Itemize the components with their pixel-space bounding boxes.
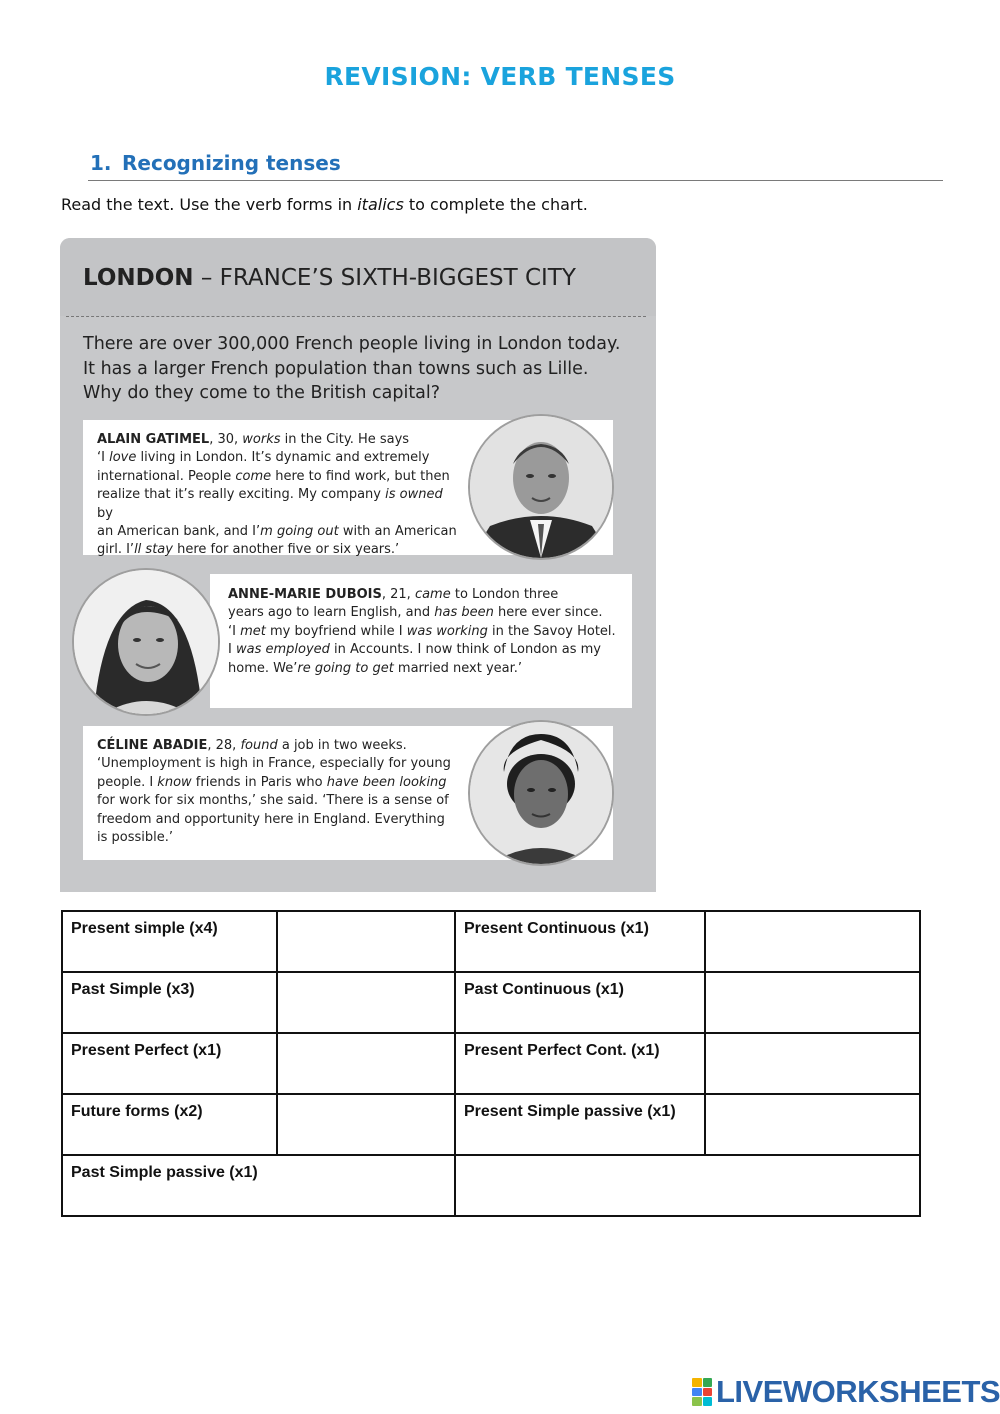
instructions: Read the text. Use the verb forms in italics to complete the chart. [61, 195, 588, 214]
section-number: 1. [90, 151, 112, 175]
article-title: LONDON – FRANCE’S SIXTH-BIGGEST CITY [83, 265, 576, 291]
answer-cell[interactable] [705, 911, 920, 972]
tense-label: Present Perfect (x1) [62, 1033, 277, 1094]
woman-portrait-image [74, 570, 218, 714]
answer-cell[interactable] [455, 1155, 920, 1216]
portrait-alain [470, 416, 612, 558]
answer-cell[interactable] [277, 972, 455, 1033]
answer-cell[interactable] [277, 1033, 455, 1094]
section-heading [90, 151, 341, 175]
portrait-anne-marie [74, 570, 218, 714]
answer-cell[interactable] [705, 972, 920, 1033]
table-row [62, 1094, 920, 1155]
tense-label: Present Simple passive (x1) [455, 1094, 705, 1155]
liveworksheets-logo[interactable] [692, 1374, 1000, 1410]
profile-text-anne-marie: ANNE-MARIE DUBOIS, 21, came to London three years ago to learn English, and has been here ever since. ‘I met my boyfriend while I was working in the Savoy Hotel. I was employed in Accounts. I now think of London as my home. We’re going to get married next year.’ [228, 587, 616, 676]
woman-portrait-image [470, 722, 612, 864]
profile-text-alain: ALAIN GATIMEL, 30, works in the City. He says ‘I love living in London. It’s dynamic and extremely international. People come here to find work, but then realize that it’s really exciting. My company is owned by an American bank, and I’m going out with an American girl. I’ll stay here for another five or six years.’ [97, 432, 457, 558]
man-portrait-image [470, 416, 612, 558]
answer-cell[interactable] [705, 1094, 920, 1155]
tense-label: Present Perfect Cont. (x1) [455, 1033, 705, 1094]
section-divider [88, 180, 943, 181]
tense-label: Past Continuous (x1) [455, 972, 705, 1033]
answer-cell[interactable] [277, 1094, 455, 1155]
tense-label: Future forms (x2) [62, 1094, 277, 1155]
dashed-divider [66, 316, 646, 317]
brand-name: LIVEWORKSHEETS [716, 1374, 1000, 1409]
answer-cell[interactable] [705, 1033, 920, 1094]
portrait-celine [470, 722, 612, 864]
section-title: Recognizing tenses [122, 151, 341, 175]
table-row [62, 911, 920, 972]
table-row [62, 1155, 920, 1216]
tense-label: Past Simple passive (x1) [62, 1155, 455, 1216]
page-title: REVISION: VERB TENSES [324, 62, 676, 91]
tense-label: Present Continuous (x1) [455, 911, 705, 972]
tense-label: Present simple (x4) [62, 911, 277, 972]
article-intro: There are over 300,000 French people living in London today. It has a larger French population than towns such as Lille. Why do they come to the British capital? [83, 334, 621, 403]
answer-cell[interactable] [277, 911, 455, 972]
liveworksheets-icon [692, 1378, 712, 1406]
tense-chart [61, 910, 921, 1217]
table-row [62, 1033, 920, 1094]
table-row [62, 972, 920, 1033]
profile-text-celine: CÉLINE ABADIE, 28, found a job in two weeks. ‘Unemployment is high in France, especially for young people. I know friends in Paris who have been looking for work for six months,’ she said. ‘There is a sense of freedom and opportunity here in England. Everything is possible.’ [97, 738, 451, 846]
tense-label: Past Simple (x3) [62, 972, 277, 1033]
article-card [60, 238, 656, 892]
